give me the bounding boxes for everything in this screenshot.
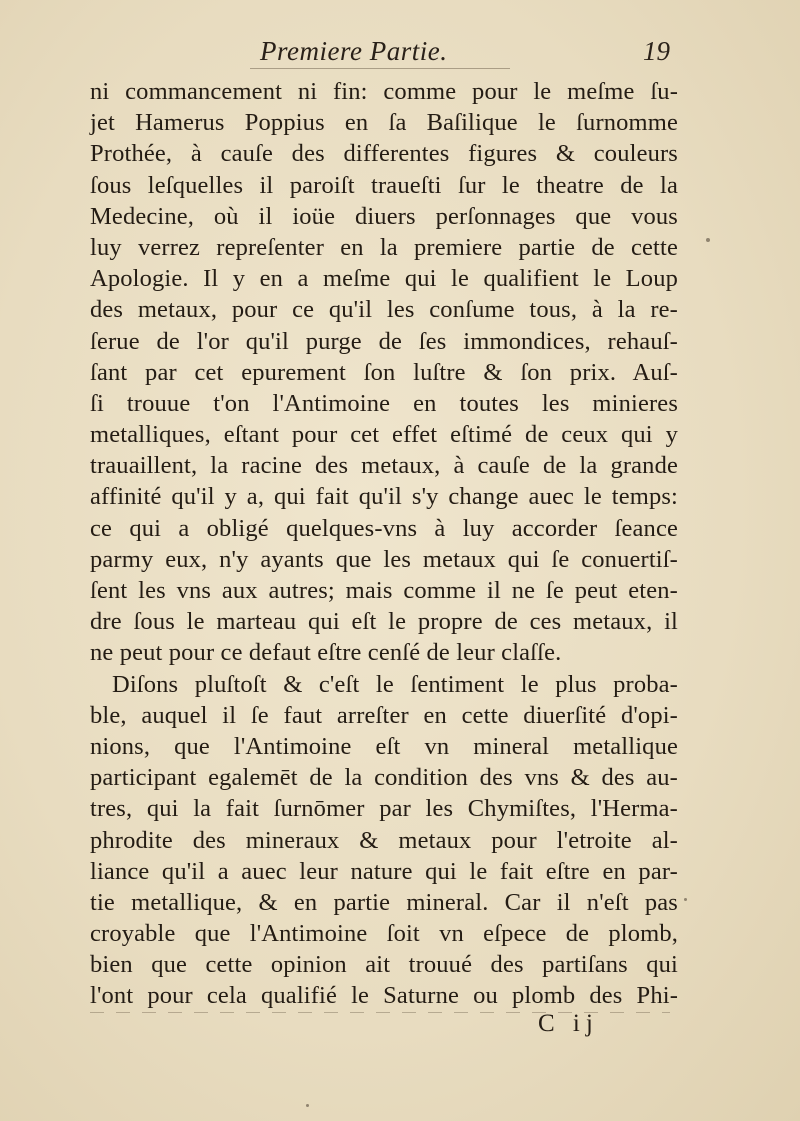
text-line: affinité qu'il y a, qui fait qu'il s'y change auec le temps: [90, 483, 678, 511]
text-line: Medecine, où il ioüe diuers perſonnages que vous [90, 202, 678, 230]
header-rule [250, 68, 510, 69]
text-line: trauaillent, la racine des metaux, à cauſe de la grande [90, 452, 678, 480]
page-header [90, 34, 670, 74]
text-line: dre ſous le marteau qui eſt le propre de ces metaux, il [90, 608, 678, 636]
text-line: bien que cette opinion ait trouué des partiſans qui [90, 951, 678, 979]
page-number: 19 [643, 36, 670, 66]
text-line: l'ont pour cela qualifié le Saturne ou plomb des Phi- [90, 982, 678, 1010]
ink-speck [306, 1104, 309, 1107]
text-line: ſant par cet epurement ſon luſtre & ſon prix. Auſ- [90, 358, 678, 386]
ink-speck [706, 238, 710, 242]
text-line: ce qui a obligé quelques-vns à luy accorder ſeance [90, 514, 678, 542]
text-line: participant egalemēt de la condition des vns & des au- [90, 764, 678, 792]
text-line: ſi trouue t'on l'Antimoine en toutes les minieres [90, 389, 678, 417]
text-line: ſent les vns aux autres; mais comme il ne ſe peut eten- [90, 577, 678, 604]
text-line: des metaux, pour ce qu'il les conſume tous, à la re- [90, 296, 678, 324]
text-line: croyable que l'Antimoine ſoit vn eſpece de plomb, [90, 920, 678, 948]
text-line: ne peut pour ce defaut eſtre cenſé de leur claſſe. [90, 639, 562, 667]
text-line: ſous leſquelles il paroiſt traueſti ſur le theatre de la [90, 171, 678, 199]
text-line: parmy eux, n'y ayants que les metaux qui ſe conuertiſ- [90, 545, 678, 573]
text-line: ble, auquel il ſe faut arreſter en cette diuerſité d'opi- [90, 701, 678, 729]
text-line: nions, que l'Antimoine eſt vn mineral metallique [90, 732, 678, 760]
text-line: ſerue de l'or qu'il purge de ſes immondices, rehauſ- [90, 327, 678, 355]
text-line: Prothée, à cauſe des differentes figures & couleurs [90, 140, 678, 168]
text-line: phrodite des mineraux & metaux pour l'etroite al- [90, 826, 678, 854]
signature-mark: C ij [538, 1010, 599, 1037]
text-line: tie metallique, & en partie mineral. Car il n'eſt pas [90, 888, 678, 916]
body-text [90, 76, 678, 1012]
text-line: metalliques, eſtant pour cet effet eſtimé de ceux qui y [90, 421, 678, 449]
text-line: liance qu'il a auec leur nature qui le fait eſtre en par- [90, 857, 678, 885]
text-line: Apologie. Il y en a meſme qui le qualifient le Loup [90, 265, 678, 293]
paragraph-start-line: Diſons pluſtoſt & c'eſt le ſentiment le plus proba- [112, 670, 678, 698]
running-title: Premiere Partie. [260, 36, 448, 66]
text-line: ni commancement ni fin: comme pour le meſme ſu- [90, 78, 678, 105]
text-line: jet Hamerus Poppius en ſa Baſilique le ſurnomme [90, 109, 678, 137]
ink-speck [684, 898, 687, 901]
text-line: tres, qui la fait ſurnōmer par les Chymiſtes, l'Herma- [90, 795, 678, 823]
text-line: luy verrez repreſenter en la premiere partie de cette [90, 233, 678, 261]
